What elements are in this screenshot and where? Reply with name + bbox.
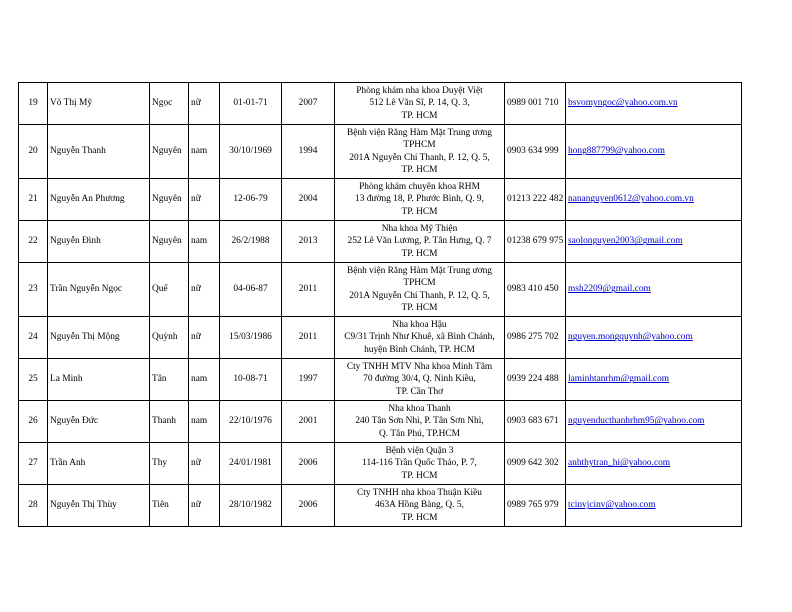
email-cell [566,317,742,359]
given-name-cell: Tân [150,359,189,401]
workplace-cell [335,221,505,263]
email-cell [566,221,742,263]
given-name-cell: Thanh [150,401,189,443]
workplace-line: TPHCM [403,278,436,289]
phone-cell: 0983 410 450 [505,263,566,317]
row-number: 23 [19,263,48,317]
gender-cell: nam [189,125,220,179]
workplace-cell [335,317,505,359]
email-cell [566,263,742,317]
workplace-cell [335,83,505,125]
workplace-line: 252 Lê Văn Lương, P. Tân Hưng, Q. 7 [347,236,492,247]
birth-date-cell: 28/10/1982 [220,485,282,527]
table-row [19,359,742,401]
email-link[interactable]: bsvomyngoc@yahoo.com.vn [568,98,678,109]
workplace-cell [335,125,505,179]
row-number: 24 [19,317,48,359]
phone-cell: 0986 275 702 [505,317,566,359]
given-name-cell: Thy [150,443,189,485]
given-name-cell: Ngọc [150,83,189,125]
workplace-line: Cty TNHH nha khoa Thuận Kiều [357,488,482,499]
workplace-line: TP. HCM [401,512,438,523]
birth-date-cell: 30/10/1969 [220,125,282,179]
graduation-year-cell: 1997 [282,359,335,401]
workplace-line: Bệnh viện Quận 3 [385,446,454,457]
workplace-line: Phòng khám nha khoa Duyệt Việt [356,86,483,97]
email-cell [566,443,742,485]
gender-cell: nam [189,401,220,443]
table-row [19,83,742,125]
gender-cell: nữ [189,443,220,485]
row-number: 22 [19,221,48,263]
phone-cell: 0903 634 999 [505,125,566,179]
surname-cell: Nguyễn Thanh [48,125,150,179]
workplace-line: Bệnh viện Răng Hàm Mặt Trung ương [347,266,492,277]
table-row [19,263,742,317]
workplace-cell [335,401,505,443]
birth-date-cell: 04-06-87 [220,263,282,317]
surname-cell: Nguyễn An Phương [48,179,150,221]
email-link[interactable]: nananguyen0612@yahoo.com.vn [568,194,694,205]
row-number: 20 [19,125,48,179]
birth-date-cell: 26/2/1988 [220,221,282,263]
phone-cell: 01238 679 975 [505,221,566,263]
email-link[interactable]: saolonguyen2003@gmail.com [568,236,683,247]
email-link[interactable]: msh2209@gmail.com [568,284,651,295]
birth-date-cell: 24/01/1981 [220,443,282,485]
gender-cell: nữ [189,83,220,125]
gender-cell: nữ [189,179,220,221]
given-name-cell: Tiên [150,485,189,527]
gender-cell: nữ [189,317,220,359]
workplace-line: Nha khoa Thanh [388,404,451,415]
workplace-line: 201A Nguyễn Chí Thanh, P. 12, Q. 5, [349,290,490,301]
workplace-cell [335,485,505,527]
email-link[interactable]: nguyenducthanhrhm95@yahoo.com [568,416,705,427]
workplace-line: C9/31 Trịnh Như Khuê, xã Bình Chánh, [344,332,495,343]
email-cell [566,485,742,527]
phone-cell: 01213 222 482 [505,179,566,221]
surname-cell: Trần Anh [48,443,150,485]
email-link[interactable]: tcinvjcinv@yahoo.com [568,500,656,511]
gender-cell: nữ [189,263,220,317]
given-name-cell: Quỳnh [150,317,189,359]
workplace-line: 512 Lê Văn Sĩ, P. 14, Q. 3, [369,98,470,109]
workplace-line: Phòng khám chuyên khoa RHM [359,182,480,193]
email-cell [566,359,742,401]
email-cell [566,83,742,125]
graduation-year-cell: 2004 [282,179,335,221]
phone-cell: 0989 765 979 [505,485,566,527]
gender-cell: nam [189,359,220,401]
workplace-line: Nha khoa Hậu [392,320,447,331]
workplace-line: TP. HCM [401,110,438,121]
row-number: 28 [19,485,48,527]
row-number: 21 [19,179,48,221]
given-name-cell: Quế [150,263,189,317]
email-link[interactable]: hong887799@yahoo.com [568,146,665,157]
surname-cell: Nguyễn Thị Thùy [48,485,150,527]
email-cell [566,401,742,443]
given-name-cell: Nguyên [150,125,189,179]
email-link[interactable]: nguyen.mongquynh@yahoo.com [568,332,693,343]
workplace-line: Q. Tân Phú, TP.HCM [379,428,460,439]
phone-cell: 0989 001 710 [505,83,566,125]
workplace-line: TP. HCM [401,470,438,481]
workplace-line: huyện Bình Chánh, TP. HCM [364,344,475,355]
surname-cell: Nguyễn Thị Mộng [48,317,150,359]
email-link[interactable]: laminhtanrhm@gmail.com [568,374,670,385]
workplace-line: 13 đường 18, P. Phước Bình, Q. 9, [355,194,484,205]
table-row [19,317,742,359]
workplace-line: 70 đường 30/4, Q. Ninh Kiều, [363,374,476,385]
workplace-line: Nha khoa Mỹ Thiện [381,224,458,235]
email-link[interactable]: anhthytran_hi@yahoo.com [568,458,671,469]
workplace-line: 201A Nguyễn Chí Thanh, P. 12, Q. 5, [349,152,490,163]
workplace-line: TP. Cần Thơ [395,386,444,397]
workplace-line: 240 Tân Sơn Nhì, P. Tân Sơn Nhì, [355,416,484,427]
workplace-line: Cty TNHH MTV Nha khoa Minh Tâm [346,362,493,373]
email-cell [566,125,742,179]
surname-cell: Nguyễn Đình [48,221,150,263]
birth-date-cell: 10-08-71 [220,359,282,401]
workplace-cell [335,359,505,401]
phone-cell: 0903 683 671 [505,401,566,443]
workplace-line: 114-116 Trần Quốc Thảo, P. 7, [362,458,477,469]
email-cell [566,179,742,221]
graduation-year-cell: 2006 [282,443,335,485]
table-row [19,221,742,263]
birth-date-cell: 22/10/1976 [220,401,282,443]
workplace-cell [335,263,505,317]
phone-cell: 0909 642 302 [505,443,566,485]
surname-cell: Võ Thị Mỹ [48,83,150,125]
given-name-cell: Nguyên [150,221,189,263]
table-row [19,179,742,221]
table-row [19,443,742,485]
workplace-line: Bệnh viện Răng Hàm Mặt Trung ương [347,128,492,139]
surname-cell: Nguyễn Đức [48,401,150,443]
graduation-year-cell: 2001 [282,401,335,443]
table-row [19,125,742,179]
workplace-line: TP. HCM [401,206,438,217]
gender-cell: nữ [189,485,220,527]
graduation-year-cell: 2011 [282,317,335,359]
phone-cell: 0939 224 488 [505,359,566,401]
birth-date-cell: 15/03/1986 [220,317,282,359]
row-number: 27 [19,443,48,485]
surname-cell: Trần Nguyễn Ngọc [48,263,150,317]
birth-date-cell: 12-06-79 [220,179,282,221]
row-number: 19 [19,83,48,125]
member-table [18,82,742,527]
graduation-year-cell: 2007 [282,83,335,125]
workplace-line: TP. HCM [401,164,438,175]
workplace-line: TP. HCM [401,248,438,259]
graduation-year-cell: 2013 [282,221,335,263]
given-name-cell: Nguyên [150,179,189,221]
workplace-line: TPHCM [403,140,436,151]
table-row [19,401,742,443]
table-row [19,485,742,527]
graduation-year-cell: 1994 [282,125,335,179]
workplace-line: 463A Hồng Bàng, Q. 5, [375,500,464,511]
workplace-cell [335,179,505,221]
row-number: 26 [19,401,48,443]
graduation-year-cell: 2011 [282,263,335,317]
workplace-line: TP. HCM [401,302,438,313]
birth-date-cell: 01-01-71 [220,83,282,125]
workplace-cell [335,443,505,485]
row-number: 25 [19,359,48,401]
graduation-year-cell: 2006 [282,485,335,527]
surname-cell: La Minh [48,359,150,401]
gender-cell: nam [189,221,220,263]
